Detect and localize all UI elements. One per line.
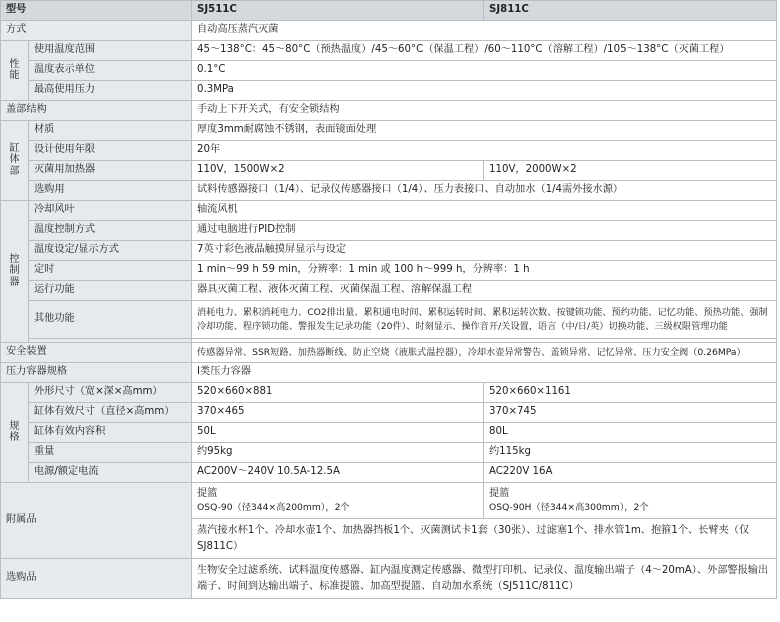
tank-label: 选购用 — [29, 181, 192, 201]
safety-label: 安全装置 — [1, 343, 192, 363]
tank-value: 厚度3mm耐腐蚀不锈钢，表面镜面处理 — [192, 121, 777, 141]
model-a: SJ511C — [192, 1, 484, 21]
spec-label: 缸体有效尺寸（直径×高mm） — [29, 403, 192, 423]
spec-row-outer — [1, 383, 777, 403]
tank-value: 试料传感器接口（1/4）、记录仪传感器接口（1/4）、压力表接口、自动加水（1/4需外接水源） — [192, 181, 777, 201]
spec-row-effective — [1, 403, 777, 423]
tank-row-options — [1, 181, 777, 201]
optional-label: 选购品 — [1, 559, 192, 599]
accessories-common: 蒸汽接水杯1个、冷却水壶1个、加热器挡板1个、灭菌测试卡1套（30张）、过滤塞1个、排水管1m、抱箍1个、长臂夹（仅SJ811C） — [192, 519, 777, 559]
control-label: 温度控制方式 — [29, 221, 192, 241]
perf-row-pressure — [1, 81, 777, 101]
control-row-display — [1, 241, 777, 261]
control-value: 1 min～99 h 59 min，分辨率：1 min 或 100 h～999 h，分辨率：1 h — [192, 261, 777, 281]
pressure-label: 压力容器规格 — [1, 363, 192, 383]
control-row-temp — [1, 221, 777, 241]
control-value: 器具灭菌工程、液体灭菌工程、灭菌保温工程、溶解保温工程 — [192, 281, 777, 301]
perf-value: 0.3MPa — [192, 81, 777, 101]
control-label: 运行功能 — [29, 281, 192, 301]
tank-label: 灭菌用加热器 — [29, 161, 192, 181]
safety-row — [1, 343, 777, 363]
control-label: 其他功能 — [29, 301, 192, 339]
spec-value-b: 520×660×1161 — [484, 383, 777, 403]
spec-row-power — [1, 463, 777, 483]
safety-value: 传感器异常、SSR短路、加热器断线、防止空烧（液胀式温控器），冷却水壶异常警告、盖锁异常、记忆异常、压力安全阀（0.26MPa） — [192, 343, 777, 363]
control-label: 温度设定/显示方式 — [29, 241, 192, 261]
spec-label: 缸体有效内容积 — [29, 423, 192, 443]
model-b: SJ811C — [484, 1, 777, 21]
method-row — [1, 21, 777, 41]
basket-b-detail: OSQ-90H（径344×高300mm），2个 — [489, 502, 649, 514]
lid-row — [1, 101, 777, 121]
spec-label: 重量 — [29, 443, 192, 463]
lid-label: 盖部结构 — [1, 101, 192, 121]
tank-row-material — [1, 121, 777, 141]
control-value: 消耗电力、累积消耗电力、CO2排出量、累积通电时间、累积运转时间、累积运转次数、按键锁功能、预约功能、记忆功能、预热功能、强制冷却功能、程序锁功能、警报发生记录功能（20件）、时刻显示、操作音开/关设置，语言（中/日/英）切换功能、三级权限管理功能 — [192, 301, 777, 339]
method-value: 自动高压蒸汽灭菌 — [192, 21, 777, 41]
spec-value-b: 约115kg — [484, 443, 777, 463]
basket-a-title: 提篮 — [197, 487, 218, 499]
basket-a-detail: OSQ-90（径344×高200mm），2个 — [197, 502, 350, 514]
spec-value-a: 约95kg — [192, 443, 484, 463]
pressure-row — [1, 363, 777, 383]
tank-label: 设计使用年限 — [29, 141, 192, 161]
accessories-label: 附属品 — [1, 483, 192, 559]
control-row-run — [1, 281, 777, 301]
control-group-label: 控制器 — [1, 201, 29, 343]
performance-group-label: 性能 — [1, 41, 29, 101]
basket-a — [192, 483, 484, 519]
method-label: 方式 — [1, 21, 192, 41]
perf-row-temp-unit — [1, 61, 777, 81]
perf-row-temp-range — [1, 41, 777, 61]
spec-value-a: 520×660×881 — [192, 383, 484, 403]
spec-value-a: 370×465 — [192, 403, 484, 423]
control-label: 冷却风叶 — [29, 201, 192, 221]
tank-row-heater — [1, 161, 777, 181]
perf-label: 最高使用压力 — [29, 81, 192, 101]
control-row-other — [1, 301, 777, 339]
control-value: 轴流风机 — [192, 201, 777, 221]
control-row-timer — [1, 261, 777, 281]
perf-value: 45～138°C：45～80°C（预热温度）/45～60°C（保温工程）/60～110°C（溶解工程）/105～138°C（灭菌工程） — [192, 41, 777, 61]
control-label: 定时 — [29, 261, 192, 281]
header-label: 型号 — [1, 1, 192, 21]
accessory-row-basket — [1, 483, 777, 519]
lid-value: 手动上下开关式，有安全锁结构 — [192, 101, 777, 121]
basket-b — [484, 483, 777, 519]
header-row — [1, 1, 777, 21]
control-value: 通过电脑进行PID控制 — [192, 221, 777, 241]
tank-group-label: 缸体部 — [1, 121, 29, 201]
spec-row-weight — [1, 443, 777, 463]
control-value: 7英寸彩色液晶触摸屏显示与设定 — [192, 241, 777, 261]
spec-value-b: 370×745 — [484, 403, 777, 423]
spec-row-volume — [1, 423, 777, 443]
perf-label: 使用温度范围 — [29, 41, 192, 61]
spec-label: 电源/额定电流 — [29, 463, 192, 483]
control-row-fan — [1, 201, 777, 221]
heater-b: 110V，2000W×2 — [484, 161, 777, 181]
spec-value-a: AC200V～240V 10.5A-12.5A — [192, 463, 484, 483]
optional-row — [1, 559, 777, 599]
tank-row-life — [1, 141, 777, 161]
spec-value-a: 50L — [192, 423, 484, 443]
tank-label: 材质 — [29, 121, 192, 141]
perf-value: 0.1°C — [192, 61, 777, 81]
specs-group-label: 规格 — [1, 383, 29, 483]
tank-value: 20年 — [192, 141, 777, 161]
pressure-value: Ⅰ类压力容器 — [192, 363, 777, 383]
spec-label: 外形尺寸（宽×深×高mm） — [29, 383, 192, 403]
optional-value: 生物安全过滤系统、试料温度传感器、缸内温度测定传感器、微型打印机、记录仪、温度输出端子（4～20mA）、外部警报输出端子、时间到达输出端子、标准提篮、加高型提篮、自动加水系统（SJ511C/811C） — [192, 559, 777, 599]
heater-a: 110V，1500W×2 — [192, 161, 484, 181]
spec-value-b: AC220V 16A — [484, 463, 777, 483]
perf-label: 温度表示单位 — [29, 61, 192, 81]
basket-b-title: 提篮 — [489, 487, 510, 499]
spec-value-b: 80L — [484, 423, 777, 443]
